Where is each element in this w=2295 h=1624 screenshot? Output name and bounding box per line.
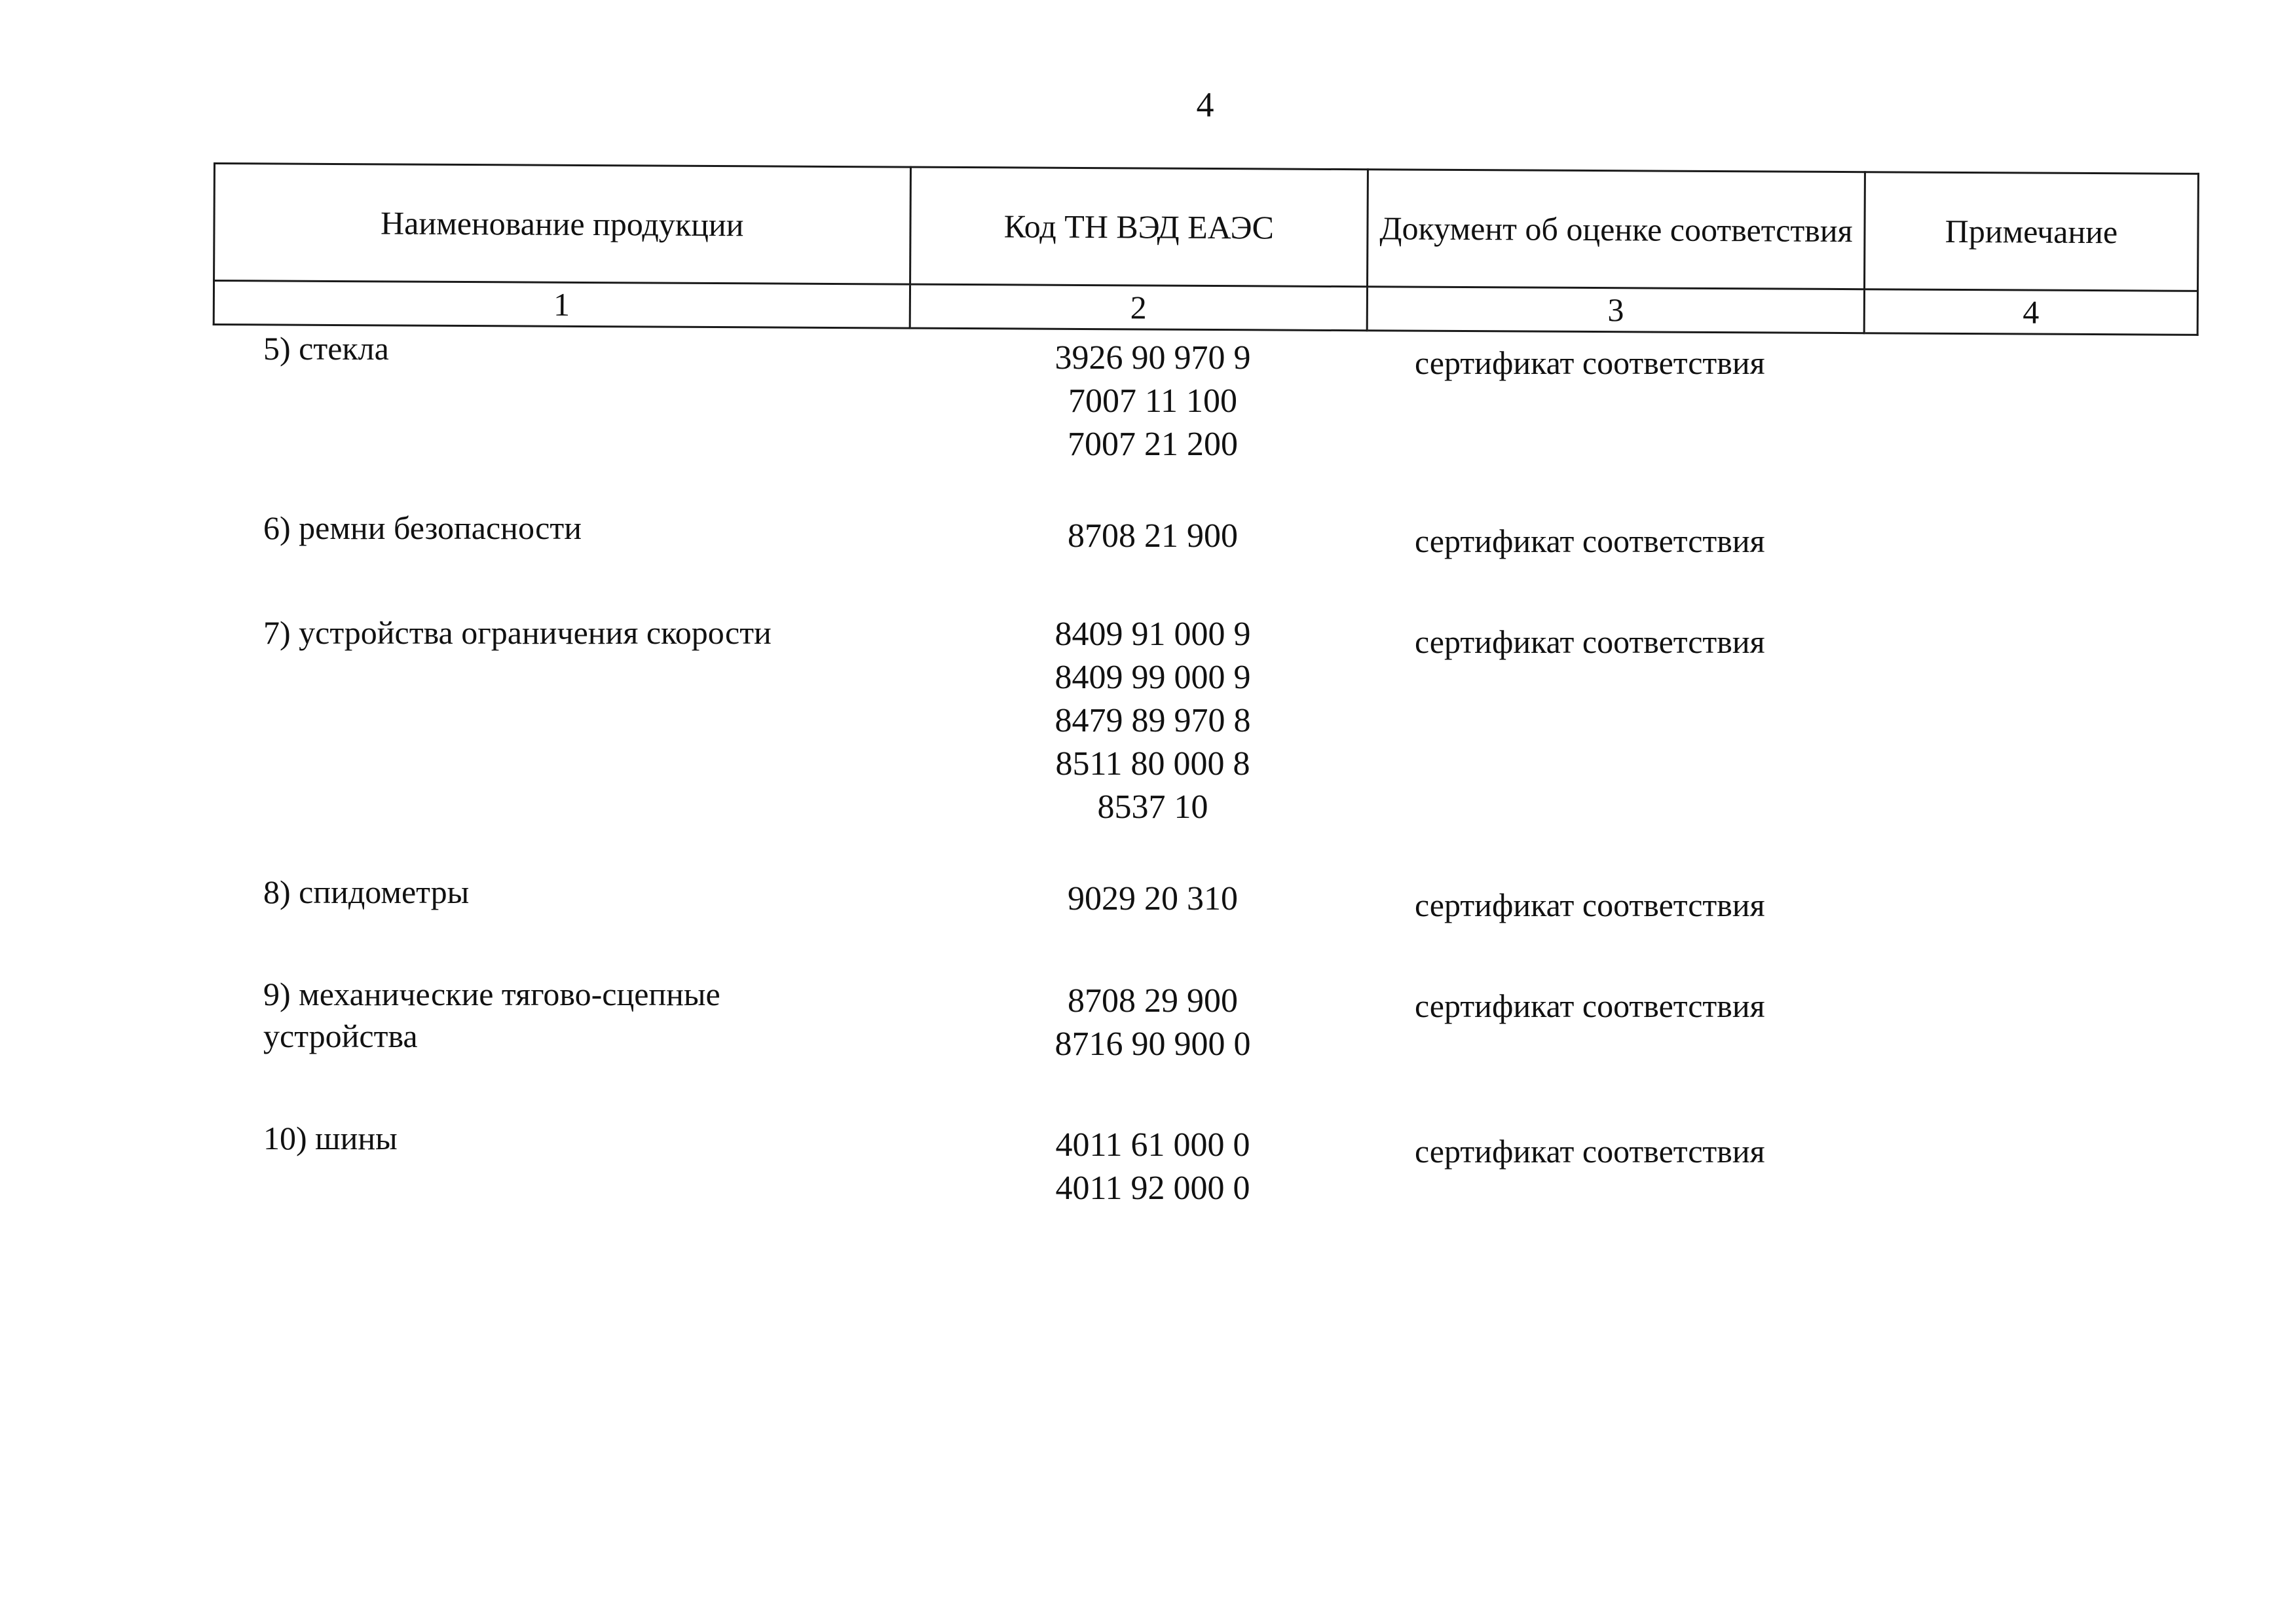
conformity-document: сертификат соответствия <box>1415 344 1765 381</box>
conformity-document: сертификат соответствия <box>1415 1133 1765 1170</box>
product-code: 8409 99 000 9 <box>1054 659 1251 696</box>
product-name: 10) шины <box>263 1120 398 1156</box>
product-code: 7007 21 200 <box>1068 426 1238 463</box>
product-code: 8409 91 000 9 <box>1054 616 1251 653</box>
column-number-2: 2 <box>910 284 1368 331</box>
product-code: 8708 29 900 <box>1068 982 1238 1020</box>
product-name: 5) стекла <box>263 330 389 367</box>
conformity-document: сертификат соответствия <box>1415 523 1765 559</box>
product-codes <box>943 337 1362 466</box>
product-codes <box>943 980 1362 1066</box>
column-number-3: 3 <box>1367 287 1864 333</box>
conformity-document: сертификат соответствия <box>1415 623 1765 660</box>
product-code: 8511 80 000 8 <box>1055 745 1250 783</box>
header-product-name: Наименование продукции <box>214 164 910 285</box>
product-code: 9029 20 310 <box>1068 880 1238 917</box>
product-code: 4011 92 000 0 <box>1055 1170 1250 1207</box>
header-note: Примечание <box>1864 172 2198 291</box>
product-code: 8708 21 900 <box>1068 517 1238 555</box>
product-code: 8716 90 900 0 <box>1054 1025 1251 1063</box>
page-number: 4 <box>1196 85 1214 124</box>
product-codes <box>943 877 1362 921</box>
product-name: 7) устройства ограничения скорости <box>263 614 772 651</box>
product-code: 7007 11 100 <box>1068 382 1238 420</box>
header-tn-ved-code: Код ТН ВЭД ЕАЭС <box>910 167 1368 287</box>
conformity-document: сертификат соответствия <box>1415 887 1765 923</box>
product-name: 8) спидометры <box>263 874 470 910</box>
product-name-line: 9) механические тягово-сцепные <box>263 976 720 1012</box>
product-codes <box>943 1124 1362 1210</box>
product-name-line: устройства <box>263 1018 418 1054</box>
header-conformity-document: Документ об оценке соответствия <box>1368 170 1865 289</box>
product-code: 4011 61 000 0 <box>1055 1126 1250 1164</box>
product-code: 3926 90 970 9 <box>1054 339 1251 377</box>
product-code: 8479 89 970 8 <box>1054 702 1251 739</box>
product-code: 8537 10 <box>1097 788 1208 826</box>
product-codes <box>943 613 1362 829</box>
product-name <box>263 973 918 1057</box>
product-codes <box>943 515 1362 558</box>
conformity-document: сертификат соответствия <box>1415 987 1765 1024</box>
product-name: 6) ремни безопасности <box>263 509 582 546</box>
column-number-1: 1 <box>214 281 910 329</box>
column-number-4: 4 <box>1864 289 2197 335</box>
